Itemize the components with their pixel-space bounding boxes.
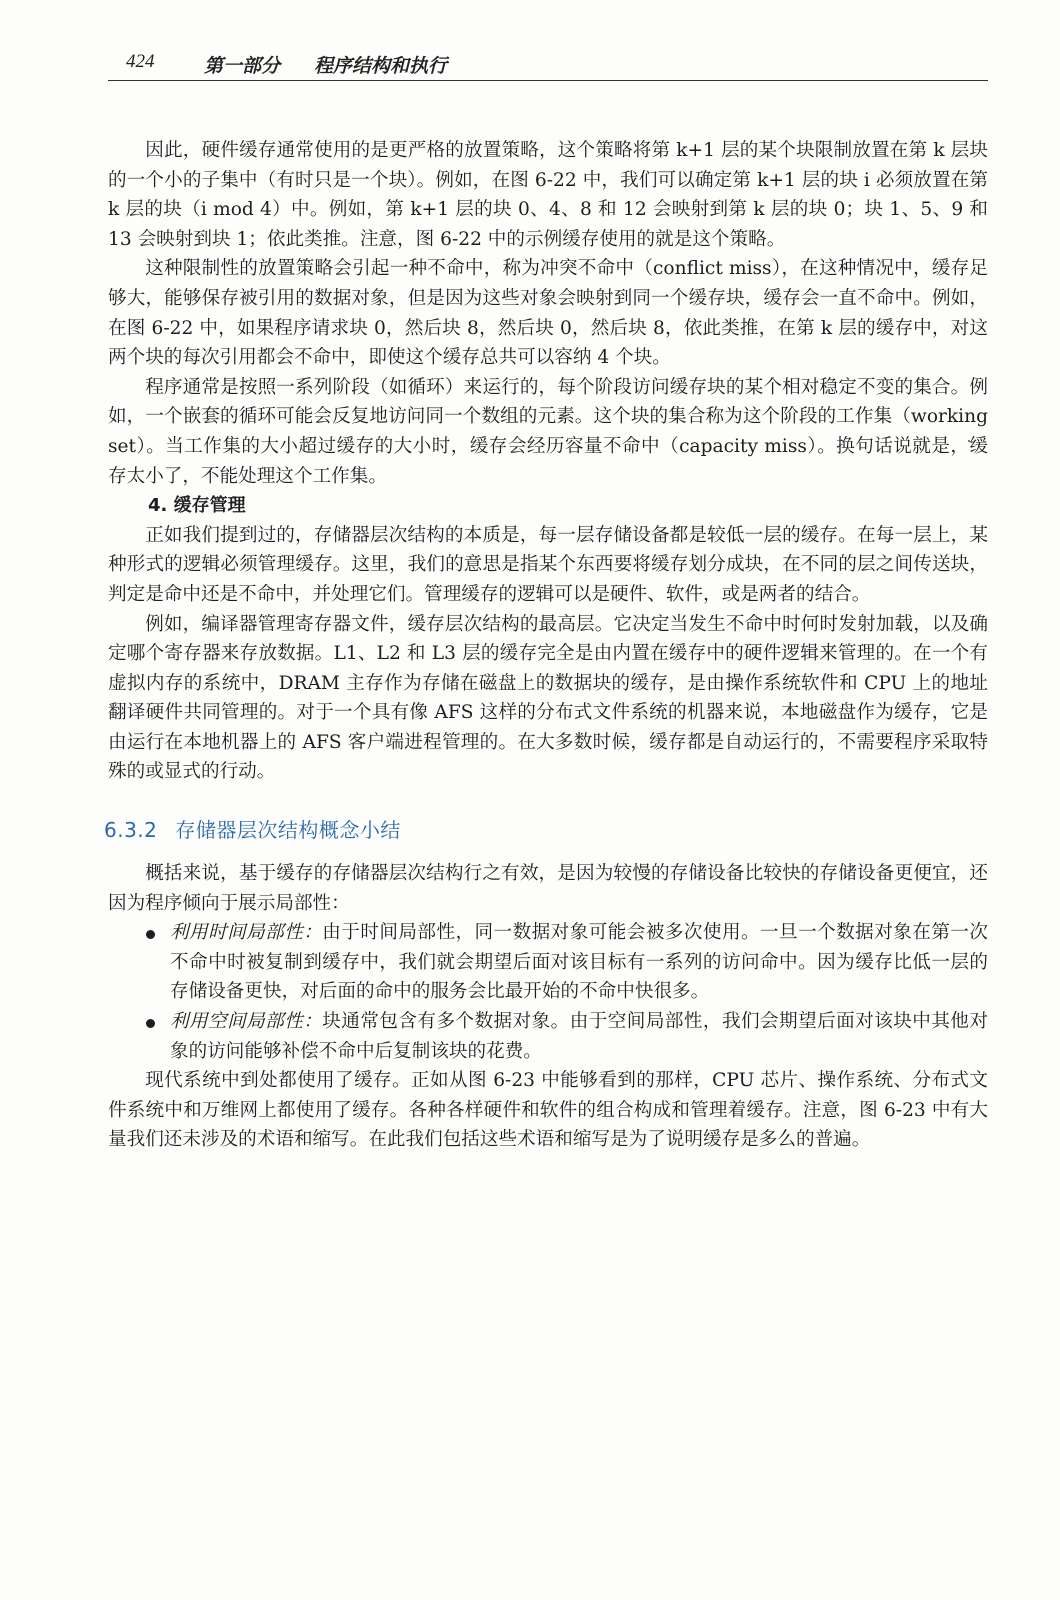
page-number: 424 [126, 51, 155, 72]
paragraph: 这种限制性的放置策略会引起一种不命中，称为冲突不命中（conflict miss），在这种情况中，缓存足够大，能够保存被引用的数据对象，但是因为这些对象会映射到同一个缓存块，缓存会一直不命中。例如，在图 6-22 中，如果程序请求块 0，然后块 8，然后块 0，然后块 8，依此类推，在第 k 层的缓存中，对这两个块的每次引用都会不命中，即使这个缓存总共可以容纳 4 个块。 [108, 258, 988, 369]
list-item [108, 1007, 988, 1066]
bullet-term: 利用时间局部性： [170, 922, 323, 944]
subsection-heading: 4. 缓存管理 [148, 495, 246, 517]
paragraph: 正如我们提到过的，存储器层次结构的本质是，每一层存储设备都是较低一层的缓存。在每一层上，某种形式的逻辑必须管理缓存。这里，我们的意思是指某个东西要将缓存划分成块，在不同的层之间传送块，判定是命中还是不命中，并处理它们。管理缓存的逻辑可以是硬件、软件，或是两者的结合。 [108, 524, 988, 605]
page-body [104, 136, 988, 1155]
bullet-text: 块通常包含有多个数据对象。由于空间局部性，我们会期望后面对该块中其他对象的访问能够补偿不命中后复制该块的花费。 [170, 1011, 988, 1062]
section-title: 存储器层次结构概念小结 [175, 818, 401, 843]
bullet-list [108, 918, 988, 1066]
section-heading [104, 815, 988, 845]
paragraph: 因此，硬件缓存通常使用的是更严格的放置策略，这个策略将第 k+1 层的某个块限制放置在第 k 层块的一个小的子集中（有时只是一个块）。例如，在图 6-22 中，我们可以确定第 k+1 层的块 i 必须放置在第 k 层的块（i mod 4）中。例如，第 k+1 层的块 0、4、8 和 12 会映射到第 k 层的块 0；块 1、5、9 和 13 会映射到块 1；依此类推。注意，图 6-22 中的示例缓存使用的就是这个策略。 [108, 140, 988, 250]
part-label: 第一部分 [204, 55, 281, 77]
book-title: 程序结构和执行 [314, 55, 448, 77]
paragraph: 概括来说，基于缓存的存储器层次结构行之有效，是因为较慢的存储设备比较快的存储设备更便宜，还因为程序倾向于展示局部性： [108, 863, 988, 914]
list-item [108, 918, 988, 1007]
section-number: 6.3.2 [104, 818, 158, 843]
bullet-icon [146, 1019, 155, 1028]
running-header [108, 48, 988, 81]
paragraph: 程序通常是按照一系列阶段（如循环）来运行的，每个阶段访问缓存块的某个相对稳定不变的集合。例如，一个嵌套的循环可能会反复地访问同一个数组的元素。这个块的集合称为这个阶段的工作集（working set）。当工作集的大小超过缓存的大小时，缓存会经历容量不命中（capacity miss）。换句话说就是，缓存太小了，不能处理这个工作集。 [108, 376, 988, 487]
bullet-text: 由于时间局部性，同一数据对象可能会被多次使用。一旦一个数据对象在第一次不命中时被复制到缓存中，我们就会期望后面对该目标有一系列的访问命中。因为缓存比低一层的存储设备更快，对后面的命中的服务会比最开始的不命中快很多。 [170, 922, 988, 1003]
paragraph: 例如，编译器管理寄存器文件，缓存层次结构的最高层。它决定当发生不命中时何时发射加载，以及确定哪个寄存器来存放数据。L1、L2 和 L3 层的缓存完全是由内置在缓存中的硬件逻辑来管理的。在一个有虚拟内存的系统中，DRAM 主存作为存储在磁盘上的数据块的缓存，是由操作系统软件和 CPU 上的地址翻译硬件共同管理的。对于一个具有像 AFS 这样的分布式文件系统的机器来说，本地磁盘作为缓存，它是由运行在本地机器上的 AFS 客户端进程管理的。在大多数时候，缓存都是自动运行的，不需要程序采取特殊的或显式的行动。 [108, 613, 988, 783]
bullet-icon [146, 930, 155, 939]
paragraph: 现代系统中到处都使用了缓存。正如从图 6-23 中能够看到的那样，CPU 芯片、操作系统、分布式文件系统中和万维网上都使用了缓存。各种各样硬件和软件的组合构成和管理着缓存。注意，图 6-23 中有大量我们还未涉及的术语和缩写。在此我们包括这些术语和缩写是为了说明缓存是多么的普遍。 [108, 1070, 988, 1151]
bullet-term: 利用空间局部性： [170, 1011, 323, 1033]
